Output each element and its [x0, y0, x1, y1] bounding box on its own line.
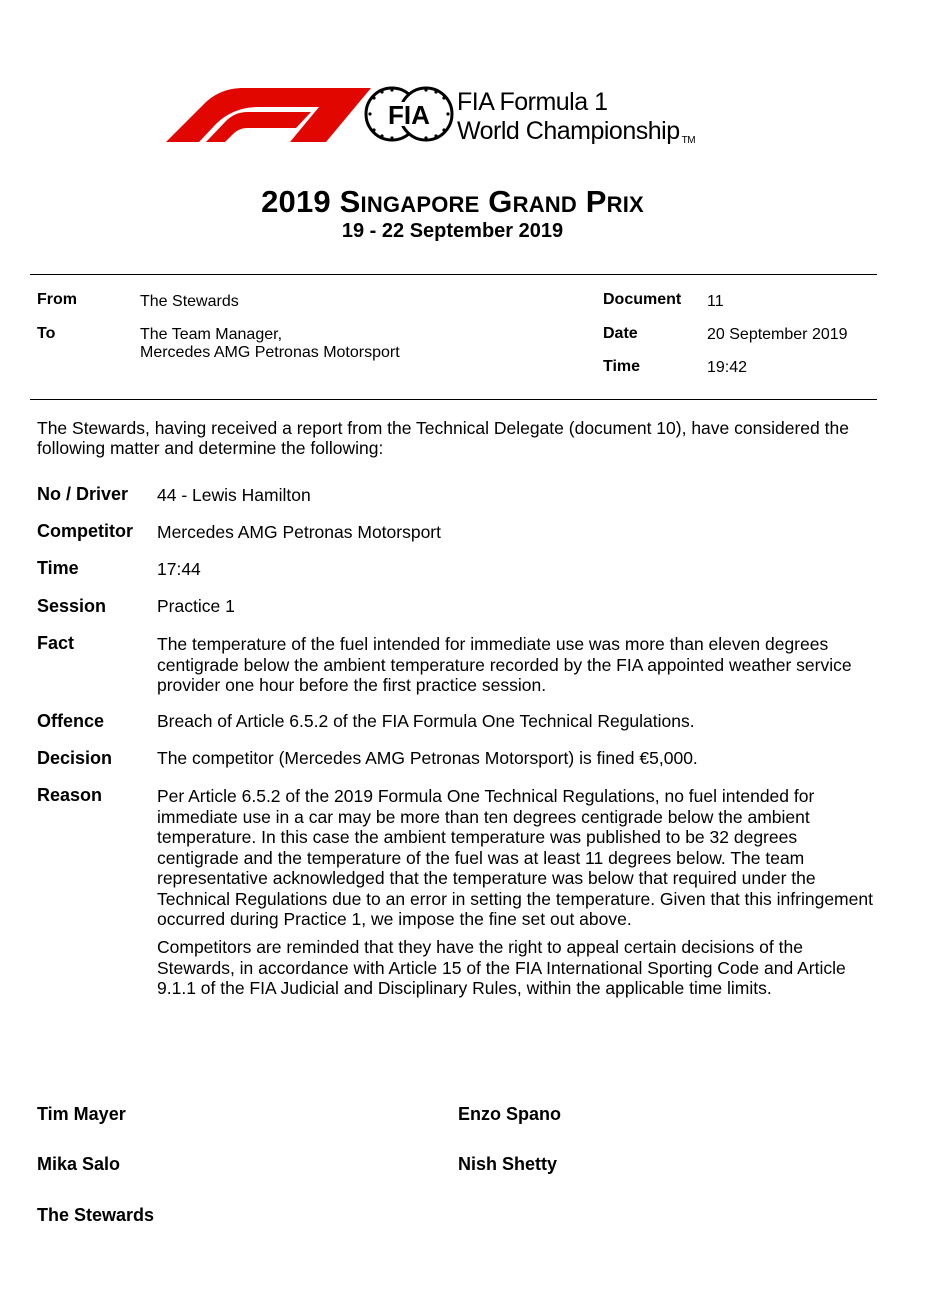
session-value: Practice 1 — [157, 596, 235, 616]
decision-label: Decision — [37, 748, 113, 768]
appeal-notice: Competitors are reminded that they have the right to appeal certain decisions of the Stewards, in accordance with Article 15 of the FIA International Sporting Code and Article 9.1.1 of the FIA Judicial and Disciplinary Rules, within the applicable time limits. — [157, 937, 846, 998]
from-value: The Stewards — [140, 293, 239, 310]
to-label: To — [37, 325, 56, 342]
steward-nish-shetty: Nish Shetty — [458, 1154, 558, 1174]
event-year: 2019 — [261, 184, 331, 219]
from-label: From — [37, 291, 77, 308]
incident-time-label: Time — [37, 558, 79, 578]
fact-label: Fact — [37, 633, 75, 653]
document-value: 11 — [707, 293, 724, 310]
header-divider-top — [30, 274, 877, 275]
fact-value: The temperature of the fuel intended for immediate use was more than eleven degrees centigrade below the ambient temperature recorded by the FIA appointed weather service provider one hour before the first practice session. — [157, 634, 852, 695]
driver-label: No / Driver — [37, 484, 129, 504]
page-title — [0, 184, 905, 220]
session-label: Session — [37, 596, 107, 616]
to-value-line-2: Mercedes AMG Petronas Motorsport — [140, 344, 400, 361]
brand-line-2 — [457, 117, 695, 146]
steward-mika-salo: Mika Salo — [37, 1154, 121, 1174]
competitor-label: Competitor — [37, 521, 133, 541]
brand-line-1: FIA Formula 1 — [457, 88, 608, 116]
svg-text:FIA: FIA — [388, 100, 430, 130]
time-value: 19:42 — [707, 359, 748, 376]
incident-time-value: 17:44 — [157, 559, 201, 579]
header-divider-bottom — [30, 399, 877, 400]
event-dates: 19 - 22 September 2019 — [341, 220, 564, 242]
competitor-value: Mercedes AMG Petronas Motorsport — [157, 522, 441, 542]
reason-label: Reason — [37, 785, 103, 805]
reason-value: Per Article 6.5.2 of the 2019 Formula One Technical Regulations, no fuel intended for immediate use in a car may be more than ten degrees centigrade below the ambient temperature. In this case the ambient temperature was published to be 32 degrees centigrade and the temperature of the fuel was at least 11 degrees below. The team representative acknowledged that the temperature was below that required under the Technical Regulations due to an error in setting the temperature. Given that this infringement occurred during Practice 1, we impose the fine set out above. — [157, 786, 873, 929]
brand-line-2-text: World Championship — [457, 117, 680, 145]
date-label: Date — [603, 325, 638, 342]
offence-label: Offence — [37, 711, 105, 731]
f1-logo-icon — [166, 88, 371, 142]
intro-text: The Stewards, having received a report from the Technical Delegate (document 10), have considered the following matter and determine the following: — [37, 418, 849, 458]
steward-enzo-spano: Enzo Spano — [458, 1104, 561, 1124]
steward-tim-mayer: Tim Mayer — [37, 1104, 126, 1124]
document-label: Document — [603, 291, 682, 308]
stewards-footer: The Stewards — [37, 1205, 155, 1225]
date-value: 20 September 2019 — [707, 326, 848, 343]
to-value-line-1: The Team Manager, — [140, 326, 283, 343]
offence-value: Breach of Article 6.5.2 of the FIA Formula One Technical Regulations. — [157, 711, 695, 731]
driver-value: 44 - Lewis Hamilton — [157, 485, 311, 505]
fia-logo-icon — [364, 86, 454, 142]
decision-value: The competitor (Mercedes AMG Petronas Motorsport) is fined €5,000. — [157, 748, 698, 768]
time-label: Time — [603, 358, 641, 375]
trademark-mark: TM — [681, 135, 696, 146]
event-name: Singapore Grand Prix — [339, 184, 644, 219]
